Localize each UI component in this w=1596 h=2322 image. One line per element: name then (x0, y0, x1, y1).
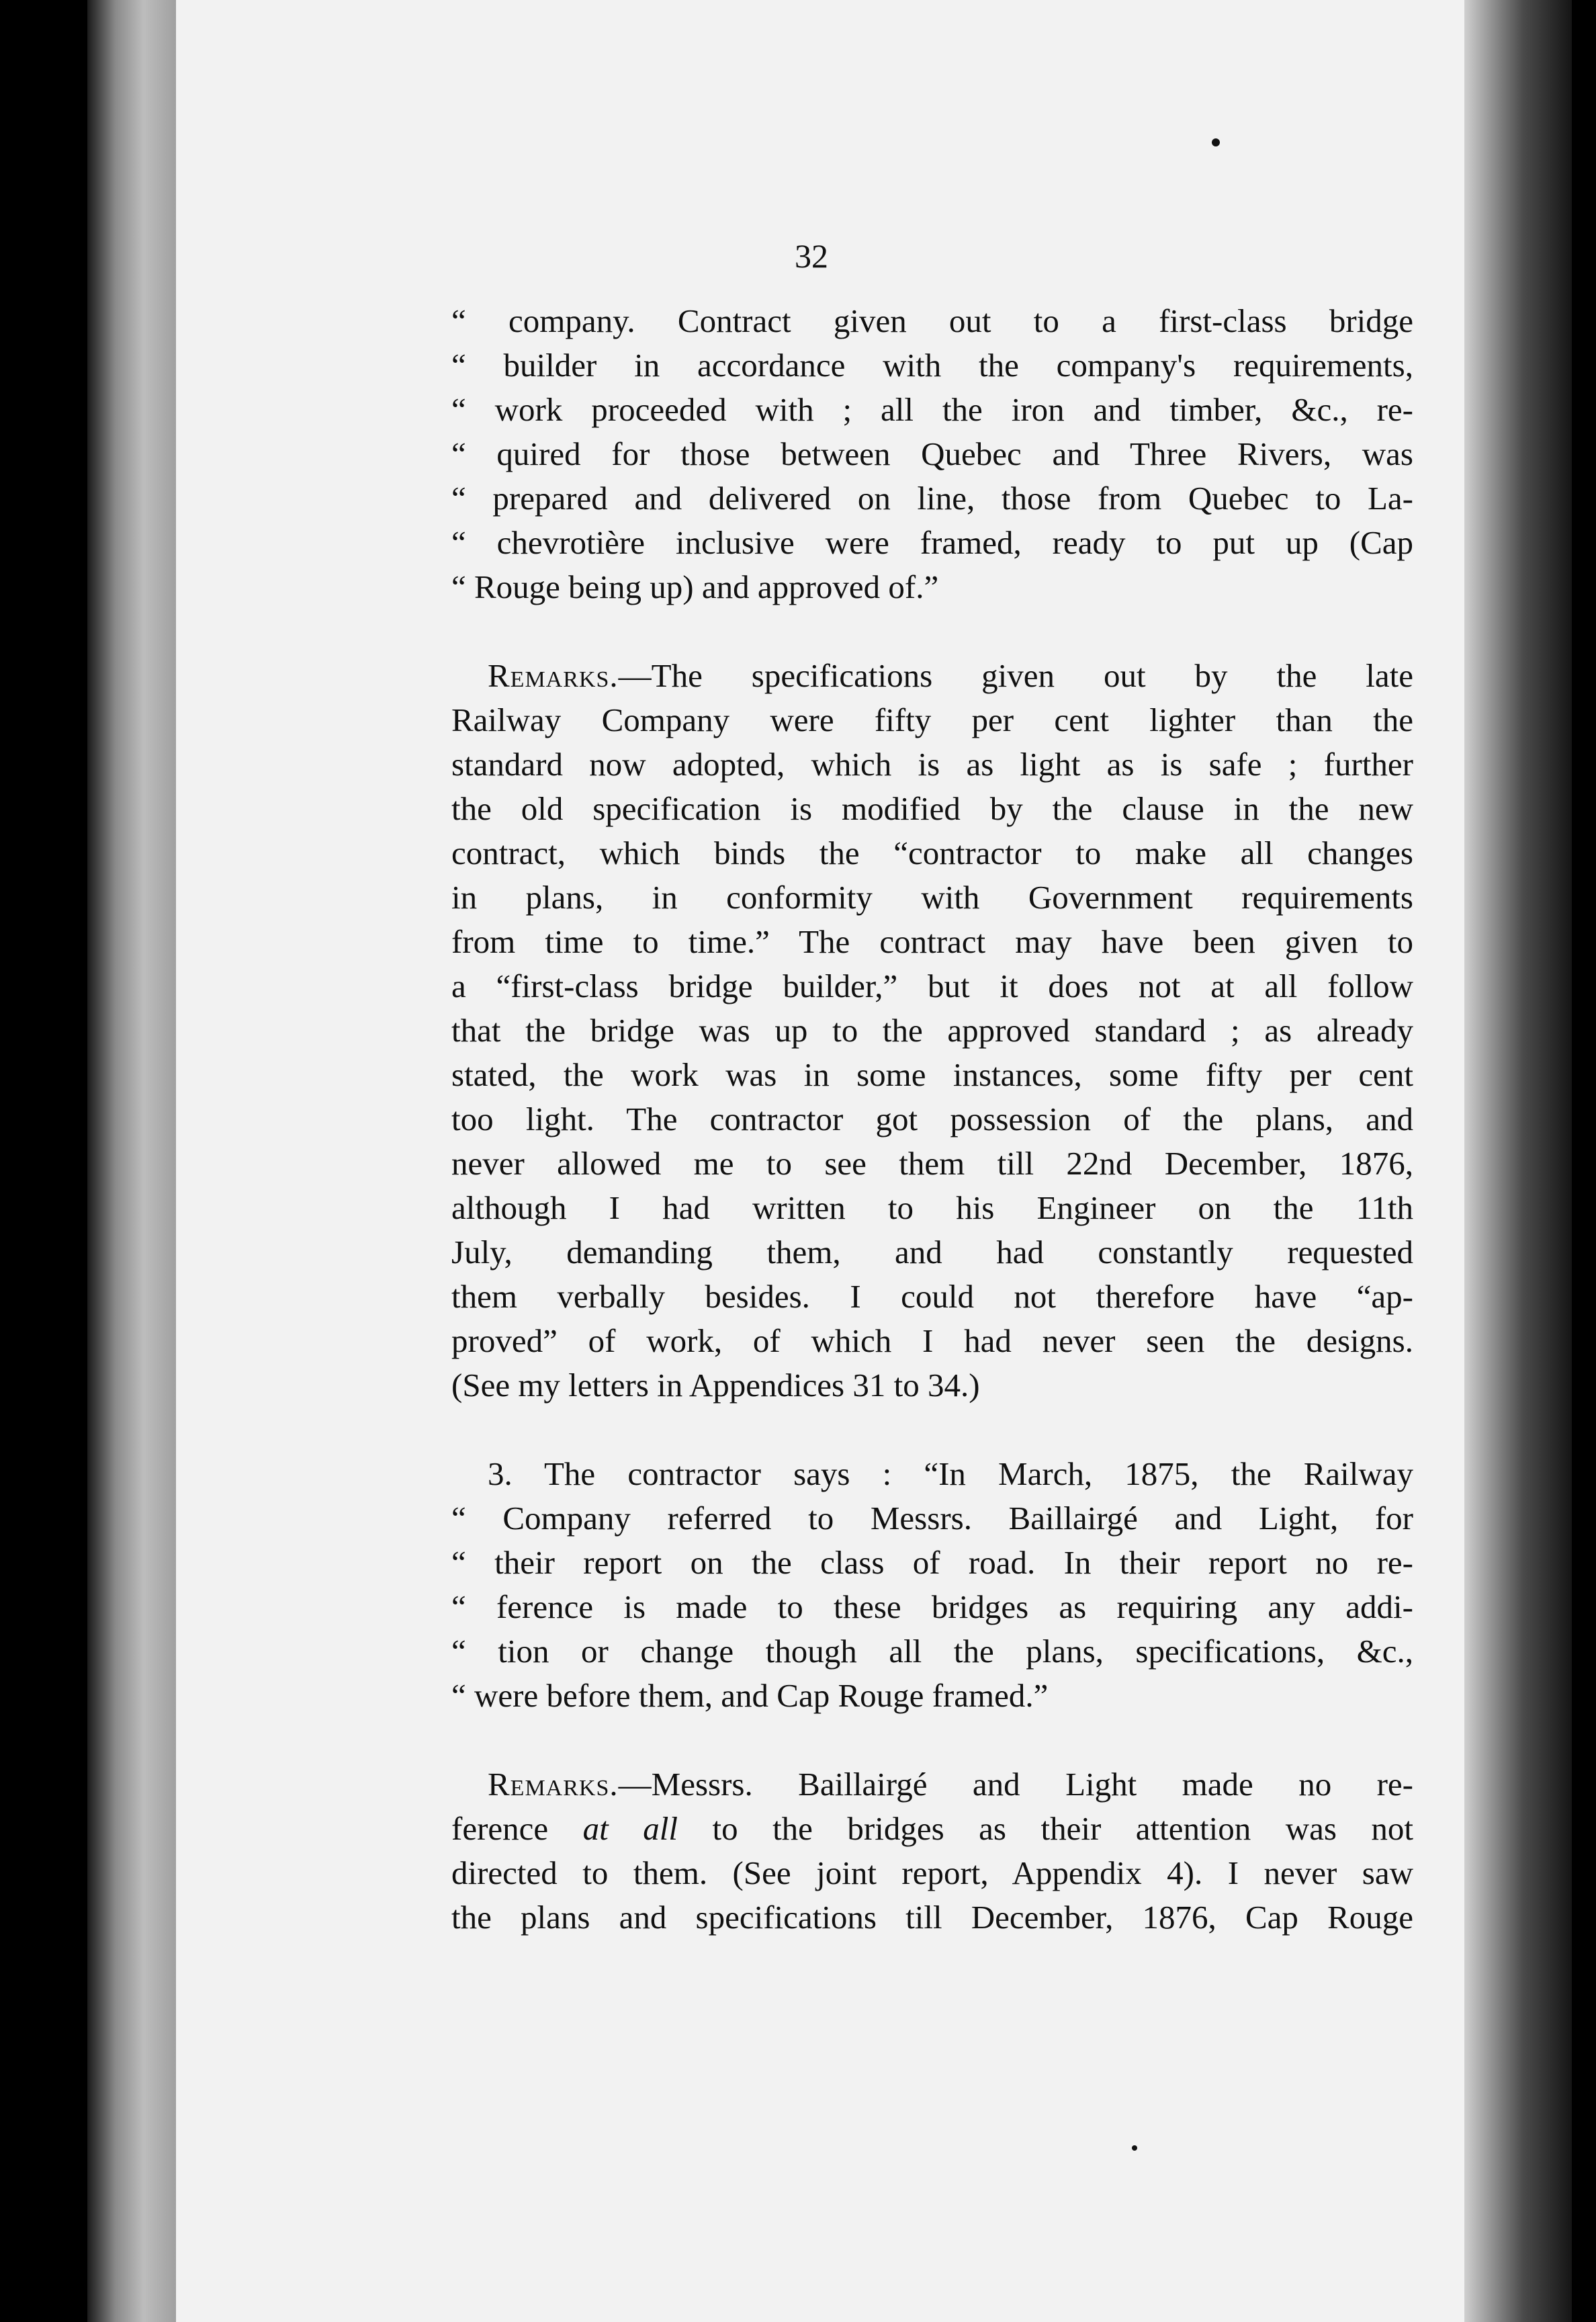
text-line: “ tion or change though all the plans, specifications, &c., (451, 1633, 1413, 1670)
text-run: —Messrs. Baillairgé and Light made no re- (618, 1766, 1413, 1803)
page-number: 32 (795, 237, 828, 275)
text-line (451, 1762, 1413, 1807)
text-line: “ Rouge being up) and approved of.” (451, 568, 939, 605)
text-line: 3. The contractor says : “In March, 1875, the Railway (488, 1455, 1413, 1492)
text-line: contract, which binds the “contractor to make all changes (451, 834, 1413, 871)
text-line: from time to time.” The contract may have been given to (451, 923, 1413, 960)
text-line: the old specification is modified by the clause in the new (451, 790, 1413, 827)
text-column (451, 299, 1413, 1940)
ink-speck (1212, 138, 1220, 146)
remarks-label: Remarks. (488, 657, 619, 694)
page-left-edge (87, 0, 181, 2322)
text-line (451, 654, 1413, 698)
text-line: stated, the work was in some instances, some fifty per cent (451, 1056, 1413, 1093)
page-right-shadow (1464, 0, 1572, 2322)
text-line: Railway Company were fifty per cent lighter than the (451, 701, 1413, 738)
text-line: “ chevrotière inclusive were framed, ready to put up (Cap (451, 524, 1413, 561)
emphasis-text: at all (582, 1810, 678, 1847)
text-line (451, 1807, 1413, 1851)
text-line: that the bridge was up to the approved standard ; as already (451, 1012, 1413, 1049)
text-line: directed to them. (See joint report, Appendix 4). I never saw (451, 1854, 1413, 1891)
text-line: “ builder in accordance with the company's requirements, (451, 347, 1413, 384)
text-line: July, demanding them, and had constantly requested (451, 1234, 1413, 1271)
ink-speck (1132, 2145, 1137, 2151)
text-line: “ their report on the class of road. In their report no re- (451, 1544, 1413, 1581)
text-line: “ company. Contract given out to a first-class bridge (451, 302, 1413, 339)
text-line: “ prepared and delivered on line, those from Quebec to La- (451, 480, 1413, 517)
text-line: the plans and specifications till December, 1876, Cap Rouge (451, 1899, 1413, 1936)
text-line: “ work proceeded with ; all the iron and timber, &c., re- (451, 391, 1413, 428)
text-line: too light. The contractor got possession of the plans, and (451, 1101, 1413, 1137)
text-line: “ ference is made to these bridges as requiring any addi- (451, 1588, 1413, 1625)
quote-paragraph (451, 299, 1413, 609)
text-line: them verbally besides. I could not therefore have “ap- (451, 1278, 1413, 1315)
text-line: (See my letters in Appendices 31 to 34.) (451, 1367, 980, 1404)
text-line: “ quired for those between Quebec and Three Rivers, was (451, 435, 1413, 472)
text-line: never allowed me to see them till 22nd December, 1876, (451, 1145, 1413, 1182)
text-line: although I had written to his Engineer on the 11th (451, 1189, 1413, 1226)
remarks-paragraph (451, 654, 1413, 1408)
text-line: “ were before them, and Cap Rouge framed.” (451, 1677, 1049, 1714)
text-line: a “first-class bridge builder,” but it does not at all follow (451, 968, 1413, 1004)
text-run: —The specifications given out by the late (618, 657, 1413, 694)
remarks-label: Remarks. (488, 1766, 619, 1803)
text-run: ference (451, 1810, 583, 1847)
text-line: “ Company referred to Messrs. Baillairgé and Light, for (451, 1500, 1413, 1537)
text-line: standard now adopted, which is as light as is safe ; further (451, 746, 1413, 783)
text-line: proved” of work, of which I had never seen the designs. (451, 1322, 1413, 1359)
text-run: to the bridges as their attention was not (677, 1810, 1413, 1847)
numbered-paragraph (451, 1452, 1413, 1718)
remarks-paragraph (451, 1762, 1413, 1940)
text-line: in plans, in conformity with Government requirements (451, 879, 1413, 916)
